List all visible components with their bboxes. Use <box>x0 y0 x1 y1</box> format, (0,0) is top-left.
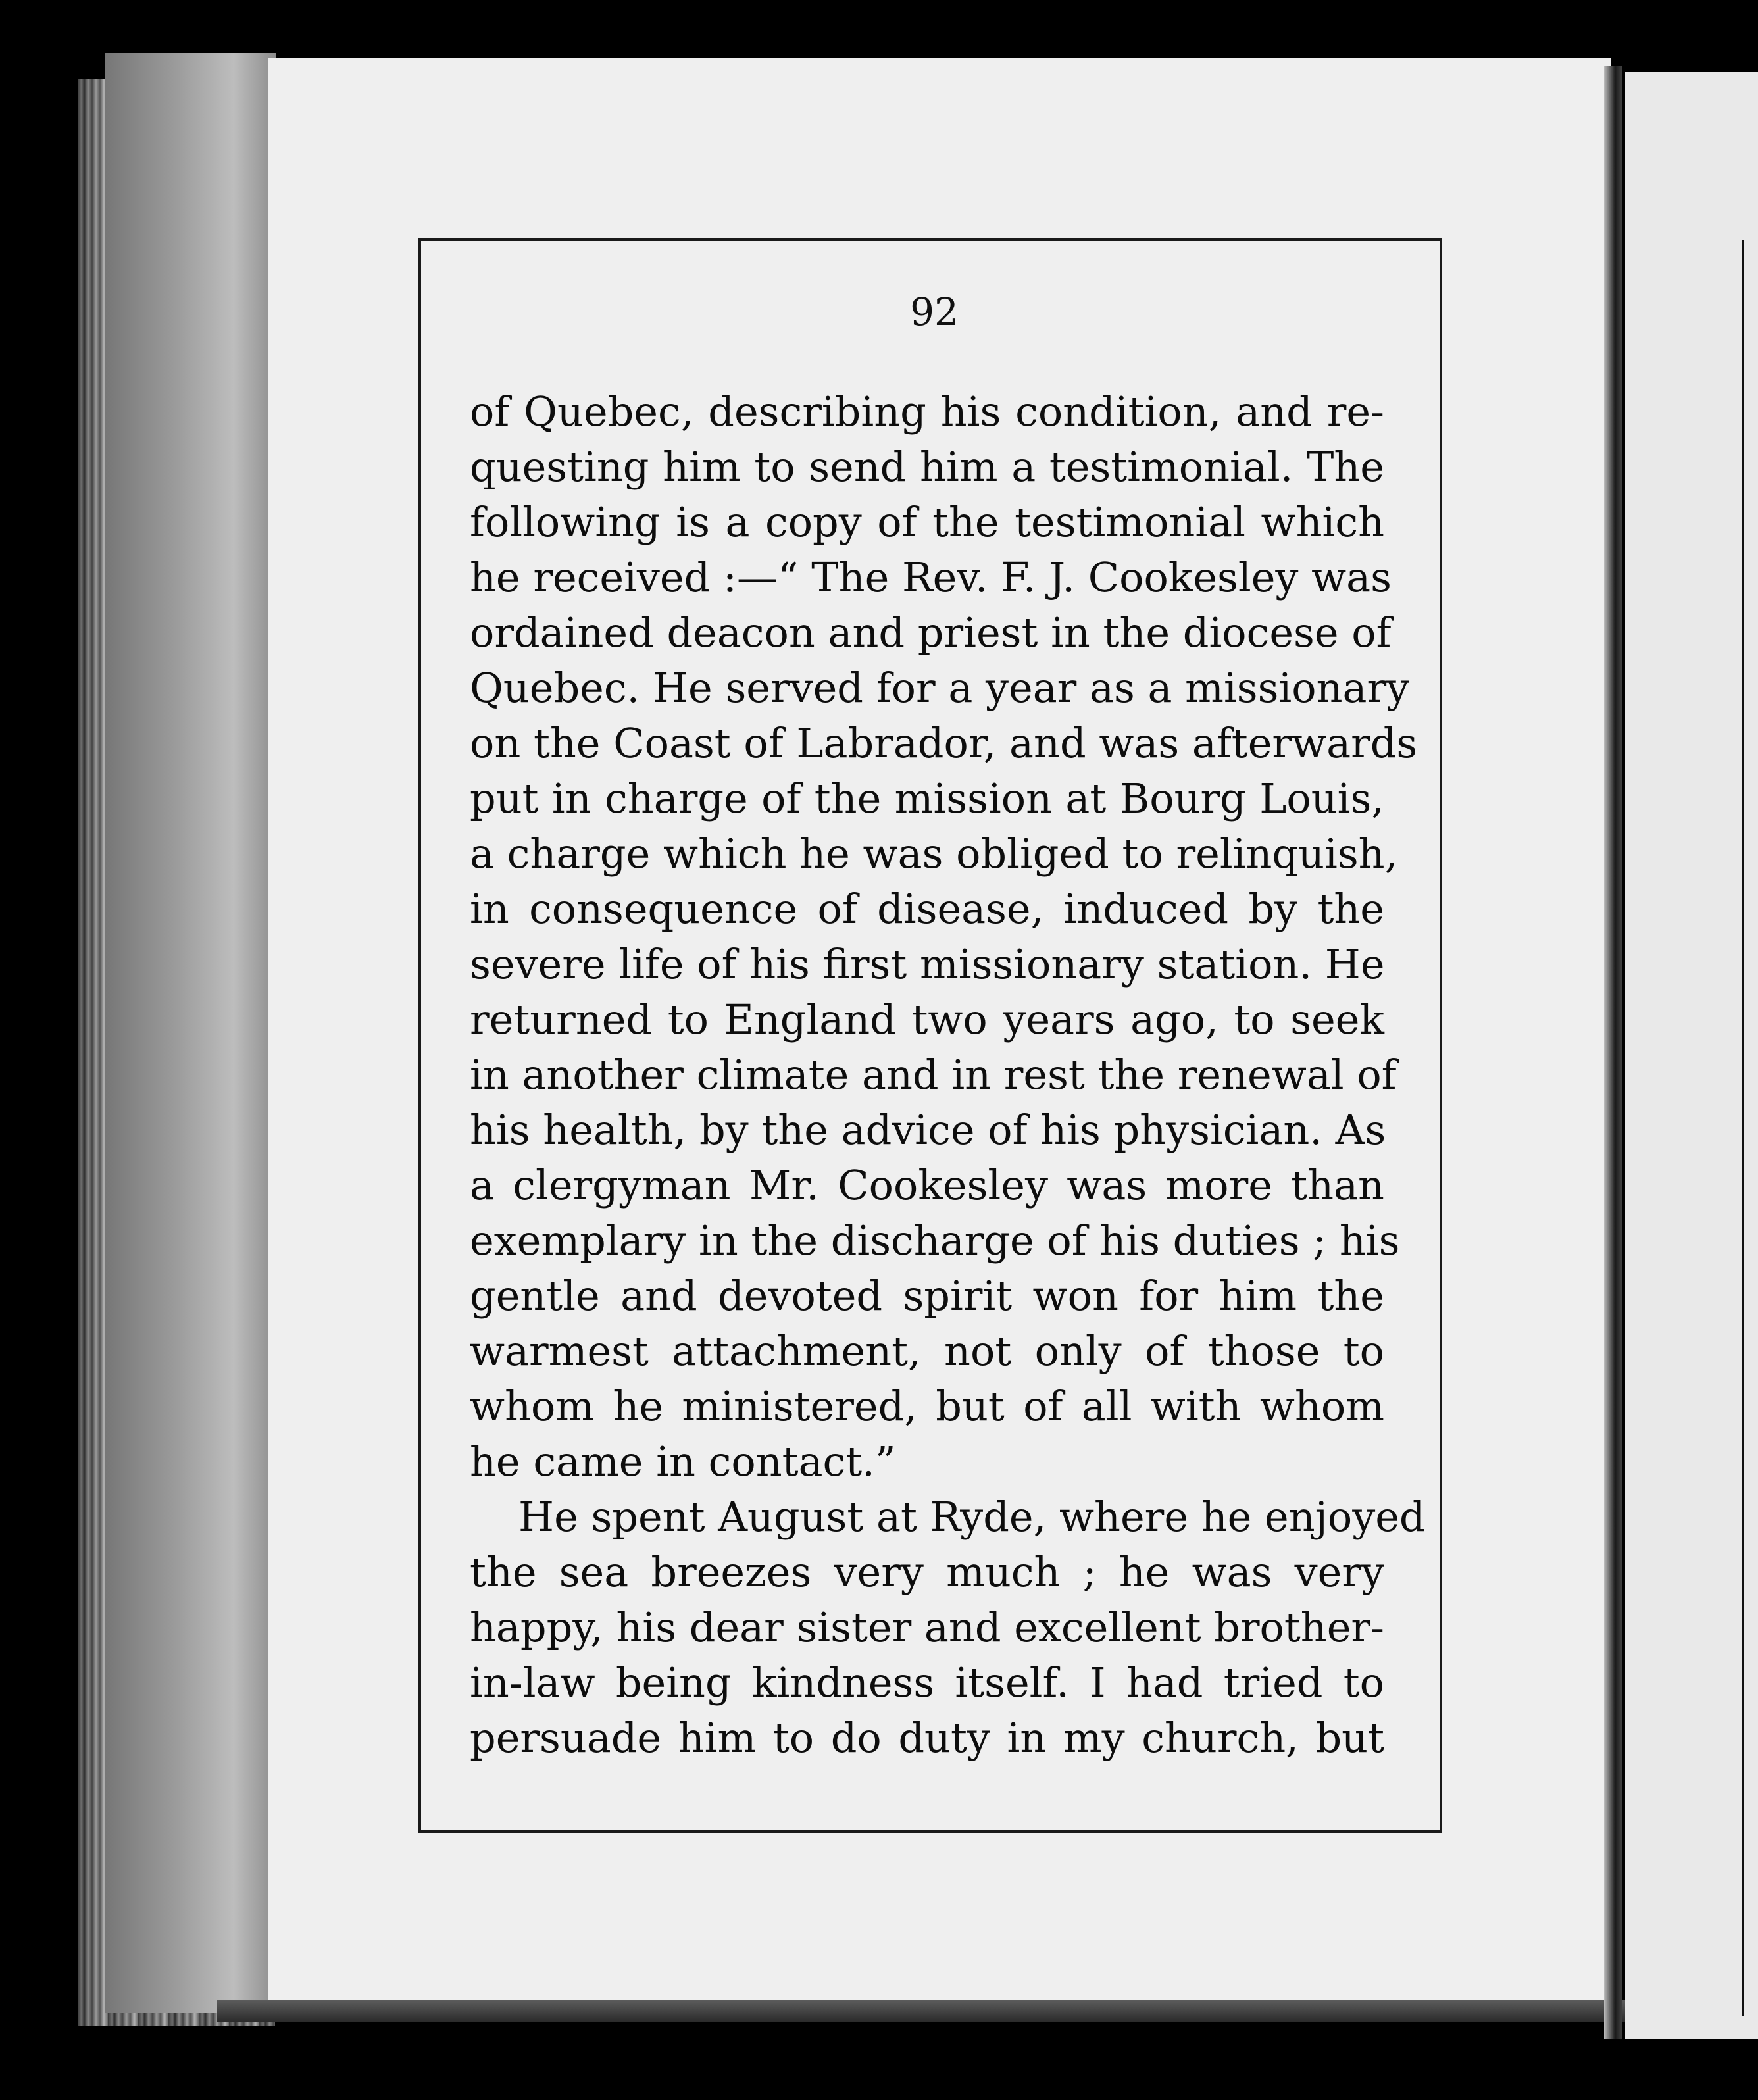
book-bottom-edge <box>217 2000 1638 2022</box>
text-line: whom he ministered, but of all with whom <box>470 1382 1384 1430</box>
text-line: severe life of his first missionary station. He <box>470 940 1385 988</box>
text-line: put in charge of the mission at Bourg Louis, <box>470 774 1384 822</box>
text-line: persuade him to do duty in my church, but <box>470 1714 1384 1762</box>
text-line: the sea breezes very much ; he was very <box>470 1548 1384 1596</box>
text-line: on the Coast of Labrador, and was afterwards <box>470 719 1418 767</box>
text-line: he came in contact.” <box>470 1438 896 1486</box>
facing-page <box>1625 72 1758 2039</box>
text-line: of Quebec, describing his condition, and re- <box>470 388 1384 436</box>
text-line: following is a copy of the testimonial which <box>470 498 1384 546</box>
book-gutter <box>1604 66 1622 2039</box>
text-line: in another climate and in rest the renewal of <box>470 1051 1397 1099</box>
book-page-edges-inner <box>105 53 276 2013</box>
facing-page-frame-line <box>1742 240 1744 2016</box>
text-line: ordained deacon and priest in the diocese of <box>470 609 1392 657</box>
text-line: exemplary in the discharge of his duties ; his <box>470 1216 1400 1264</box>
text-line: a charge which he was obliged to relinquish, <box>470 830 1398 878</box>
text-line: in-law being kindness itself. I had tried to <box>470 1659 1384 1707</box>
text-line: a clergyman Mr. Cookesley was more than <box>470 1161 1384 1209</box>
text-line: questing him to send him a testimonial. The <box>470 443 1384 491</box>
text-line: happy, his dear sister and excellent brother- <box>470 1603 1384 1651</box>
text-line: in consequence of disease, induced by the <box>470 885 1384 933</box>
text-line: Quebec. He served for a year as a missionary <box>470 664 1410 712</box>
page-number: 92 <box>910 289 959 334</box>
text-line: his health, by the advice of his physician. As <box>470 1106 1386 1154</box>
text-line: returned to England two years ago, to seek <box>470 995 1384 1043</box>
text-line: He spent August at Ryde, where he enjoyed <box>518 1493 1426 1541</box>
text-line: gentle and devoted spirit won for him the <box>470 1272 1384 1320</box>
text-line: warmest attachment, not only of those to <box>470 1327 1384 1375</box>
text-line: he received :—“ The Rev. F. J. Cookesley was <box>470 553 1392 601</box>
page-text <box>470 384 1426 1766</box>
